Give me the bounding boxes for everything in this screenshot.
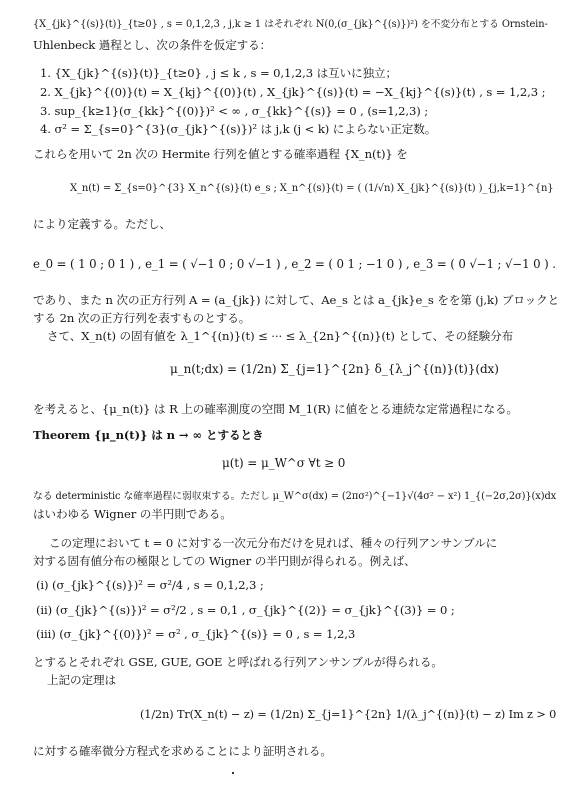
text-line-eigenvalues: さて、X_n(t) の固有値を λ_1^{(n)}(t) ≤ ··· ≤ λ_{2n}^{(n)}(t) として、その経験分布 xyxy=(47,329,514,343)
text-line-2: Uhlenbeck 過程とし、次の条件を仮定する： xyxy=(33,38,272,52)
text-line-stationary: を考えると、{μ_n(t)} は R 上の確率測度の空間 M_1(R) に値をとる連続な定常過程になる。 xyxy=(33,402,519,416)
equation-quaternion-basis: e_0 = ( 1 0 ; 0 1 ) , e_1 = ( √−1 0 ; 0 √−1 ) , e_2 = ( 0 1 ; −1 0 ) , e_3 = ( 0 √−1 ; √−1 0 ) . xyxy=(33,257,556,271)
ensemble-case-i: (i) (σ_{jk}^{(s)})² = σ²/4 , s = 0,1,2,3 ; xyxy=(36,578,264,592)
condition-2: 2. X_{jk}^{(0)}(t) = X_{kj}^{(0)}(t) , X_{jk}^{(s)}(t) = −X_{kj}^{(s)}(t) , s = 1,2,3 ; xyxy=(40,85,546,99)
text-line-block-2: する 2n 次の正方行列を表すものとする。 xyxy=(33,311,251,325)
condition-3: 3. sup_{k≥1}(σ_{kk}^{(0)})² < ∞ , σ_{kk}^{(s)} = 0 , (s=1,2,3) ; xyxy=(40,104,429,118)
condition-1: 1. {X_{jk}^{(s)}(t)}_{t≥0} , j ≤ k , s = 0,1,2,3 は互いに独立； xyxy=(40,66,398,80)
text-line-conclusion: に対する確率微分方程式を求めることにより証明される。 xyxy=(33,744,332,758)
text-line-block: であり、また n 次の正方行列 A = (a_{jk}) に対して、Ae_s とは a_{jk}e_s をを第 (j,k) ブロックと xyxy=(33,293,560,307)
text-line-hermite: これらを用いて 2n 次の Hermite 行列を値とする確率過程 {X_n(t)} を xyxy=(33,147,408,161)
text-line-paragraph-2: この定理において t = 0 に対する一次元分布だけを見れば、種々の行列アンサンブルに xyxy=(49,536,498,550)
text-line-paragraph-2b: 対する固有値分布の極限としての Wigner の半円則が得られる。例えば、 xyxy=(33,554,416,568)
equation-resolvent-trace: (1/2n) Tr(X_n(t) − z) = (1/2n) Σ_{j=1}^{2n} 1/(λ_j^{(n)}(t) − z) Im z > 0 xyxy=(140,708,557,721)
text-line-ensembles: とするとそれぞれ GSE, GUE, GOE と呼ばれる行列アンサンブルが得られる。 xyxy=(33,655,443,669)
text-line-wigner: はいわゆる Wigner の半円則である。 xyxy=(33,507,232,521)
text-line-above-theorem: 上記の定理は xyxy=(47,673,116,687)
scan-speck xyxy=(232,772,234,774)
text-line-weak-convergence: なる deterministic な確率過程に弱収束する。ただし μ_W^σ(dx) = (2πσ²)^{−1}√(4σ² − x²) 1_{(−2σ,2σ)}(x)dx xyxy=(33,491,557,502)
equation-limit: μ(t) = μ_W^σ ∀t ≥ 0 xyxy=(222,456,346,470)
equation-empirical-measure: μ_n(t;dx) = (1/2n) Σ_{j=1}^{2n} δ_{λ_j^{(n)}(t)}(dx) xyxy=(170,362,499,376)
ensemble-case-ii: (ii) (σ_{jk}^{(s)})² = σ²/2 , s = 0,1 , σ_{jk}^{(2)} = σ_{jk}^{(3)} = 0 ; xyxy=(36,603,455,617)
equation-xn-definition: X_n(t) = Σ_{s=0}^{3} X_n^{(s)}(t) e_s ; X_n^{(s)}(t) = ( (1/√n) X_{jk}^{(s)}(t) )_{j,k=1}^{n} xyxy=(70,183,554,194)
text-line-definition: により定義する。ただし、 xyxy=(33,217,171,231)
condition-4: 4. σ² = Σ_{s=0}^{3}(σ_{jk}^{(s)})² は j,k (j < k) によらない正定数。 xyxy=(40,122,437,136)
ensemble-case-iii: (iii) (σ_{jk}^{(0)})² = σ² , σ_{jk}^{(s)} = 0 , s = 1,2,3 xyxy=(36,627,356,641)
theorem-statement: Theorem {μ_n(t)} は n → ∞ とするとき xyxy=(33,428,264,442)
text-line-1: {X_{jk}^{(s)}(t)}_{t≥0} , s = 0,1,2,3 , j,k ≥ 1 はそれぞれ N(0,(σ_{jk}^{(s)})²) を不変分布とする Ornstein- xyxy=(33,19,548,30)
